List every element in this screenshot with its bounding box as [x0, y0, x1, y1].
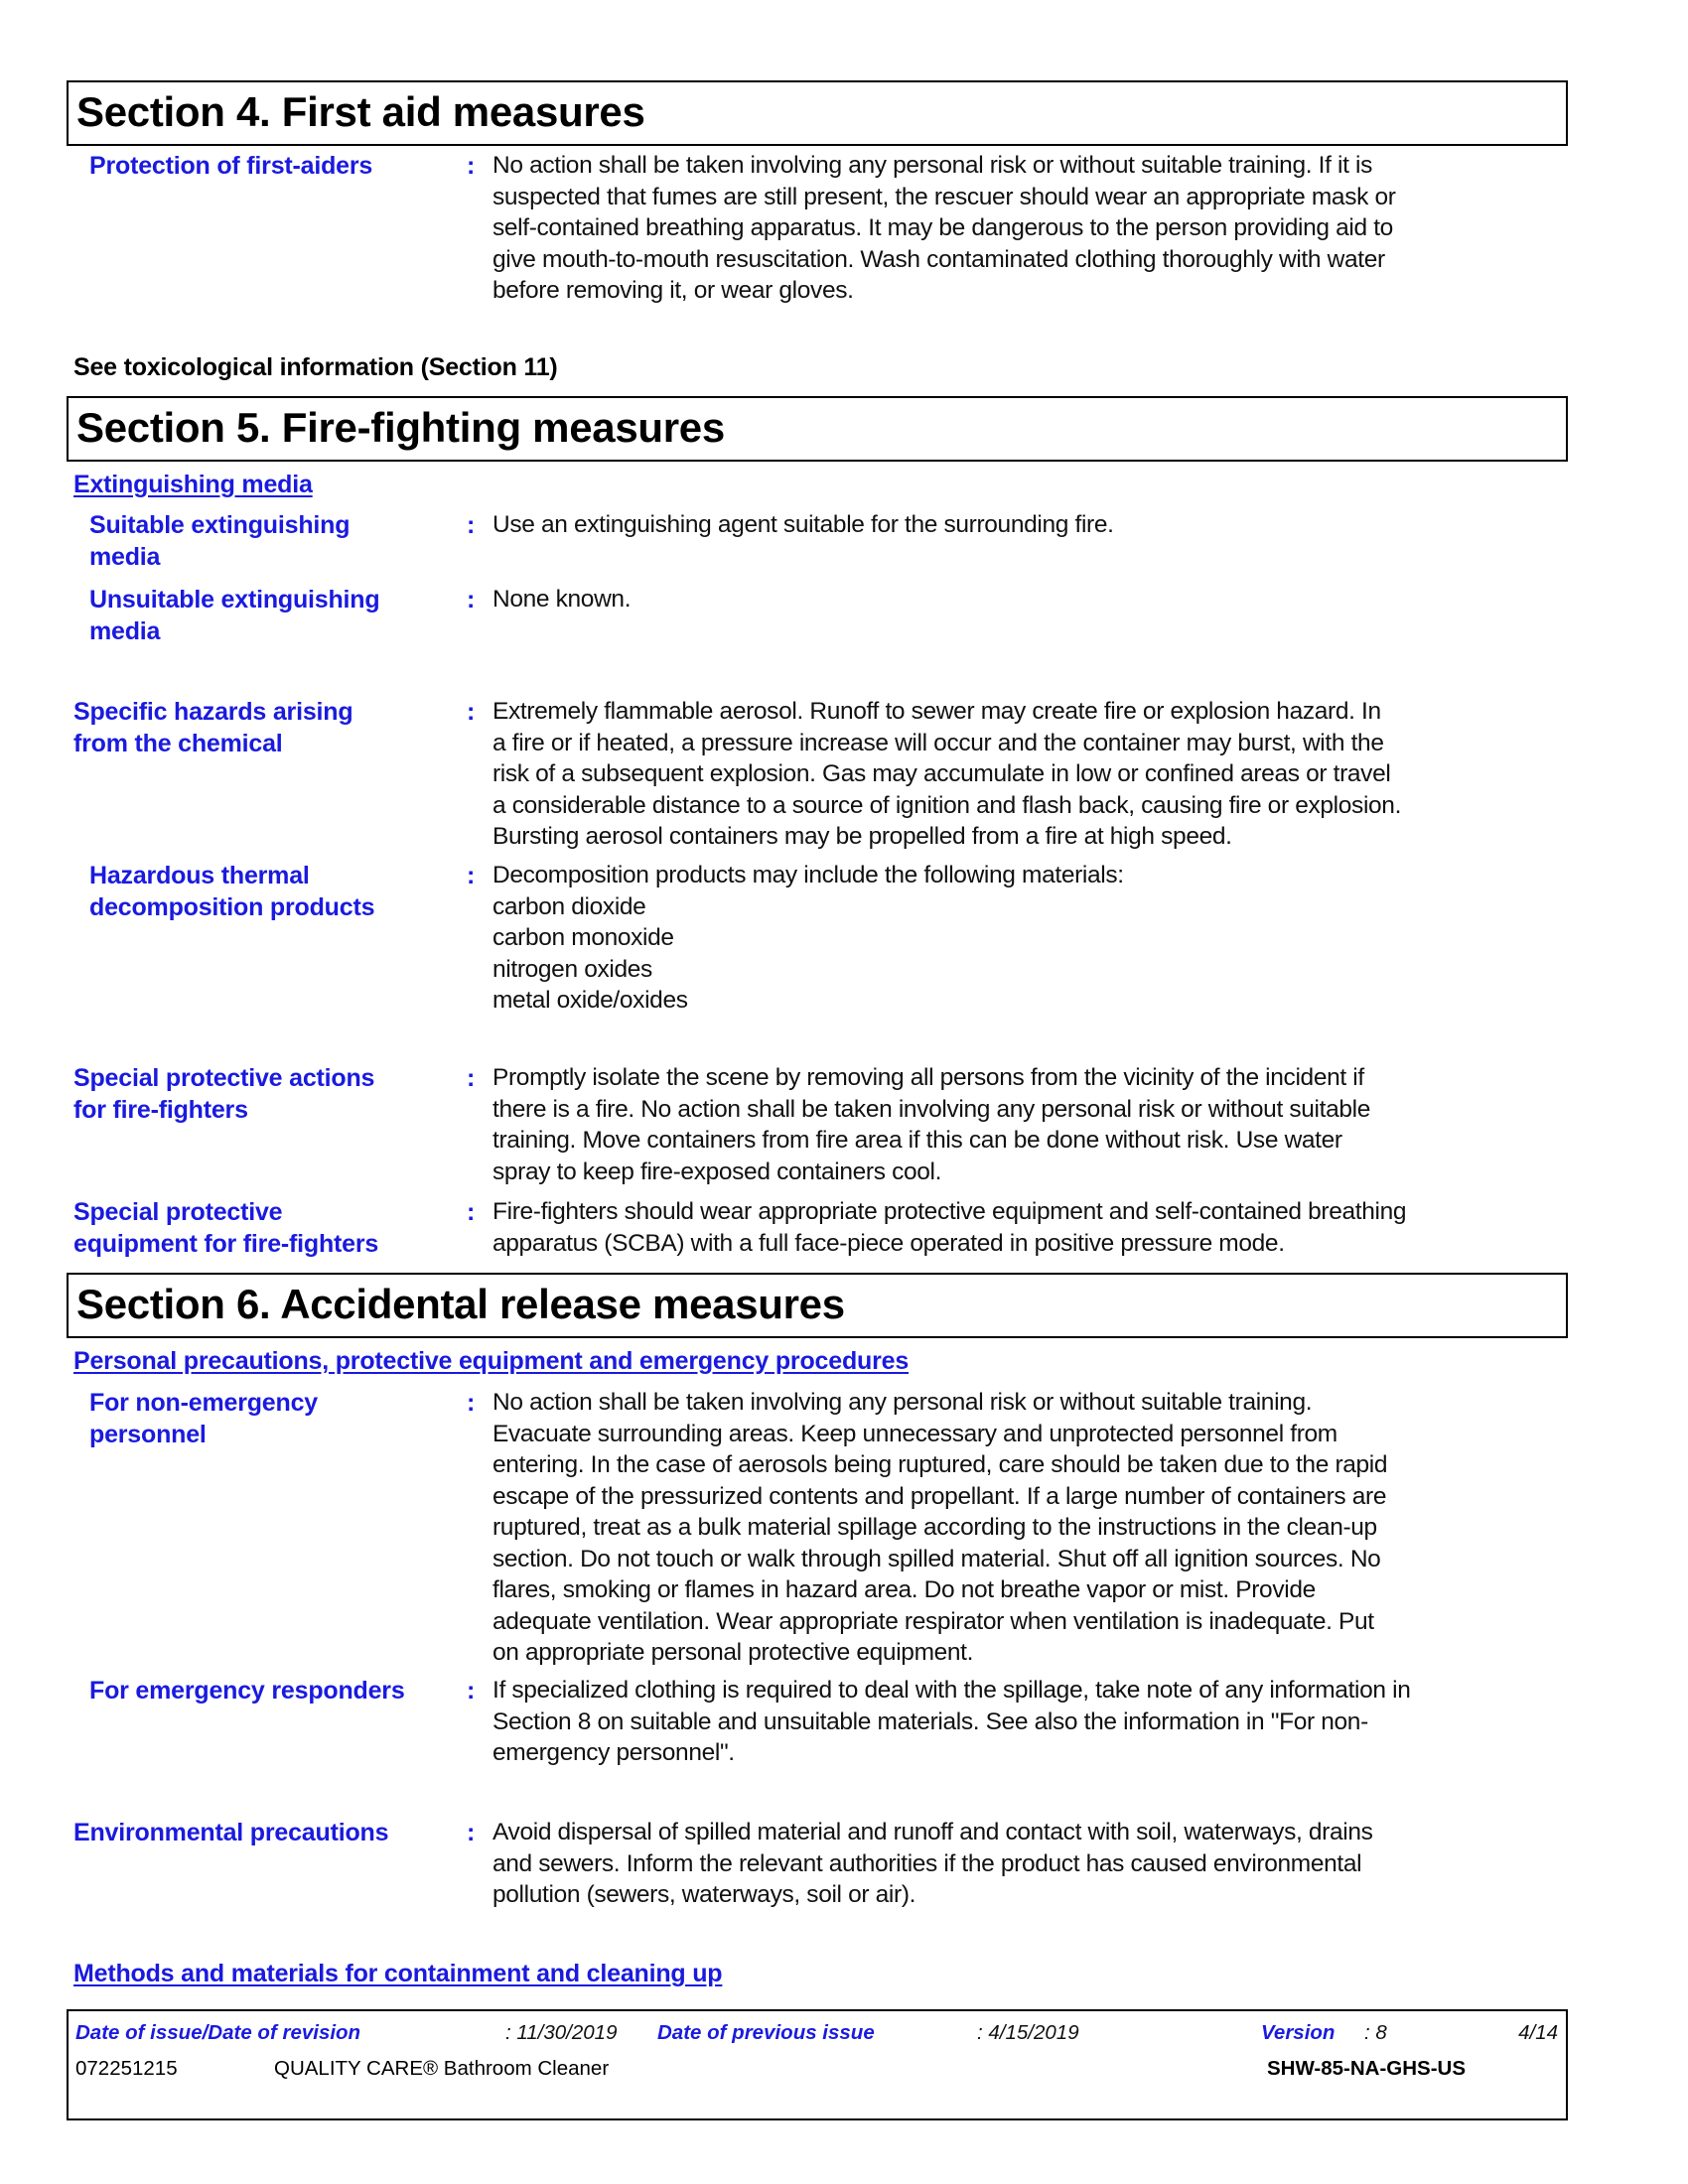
date-of-issue-value: : 11/30/2019 — [505, 2021, 618, 2044]
colon-separator: : — [467, 698, 476, 726]
value-line: flares, smoking or flames in hazard area. Do not breathe vapor or mist. Provide — [492, 1576, 1316, 1603]
label-line: Protection of first-aiders — [89, 152, 373, 180]
value-line: nitrogen oxides — [492, 955, 652, 983]
page-number: 4/14 — [1518, 2021, 1558, 2044]
label-line: Special protective actions — [73, 1064, 375, 1092]
label-line: personnel — [89, 1421, 207, 1448]
value-line: a fire or if heated, a pressure increase will occur and the container may burst, with the — [492, 729, 1384, 756]
value-line: escape of the pressurized contents and propellant. If a large number of containers are — [492, 1482, 1387, 1510]
row-value — [492, 860, 1565, 1017]
row-value — [492, 696, 1565, 853]
extinguishing-media-subheading[interactable]: Extinguishing media — [73, 471, 313, 498]
row-value — [492, 1817, 1565, 1911]
label-line: Environmental precautions — [73, 1819, 389, 1846]
colon-separator: : — [467, 1064, 476, 1092]
row-value — [492, 1062, 1565, 1187]
value-line: section. Do not touch or walk through spilled material. Shut off all ignition sources. No — [492, 1545, 1381, 1572]
row-value — [492, 509, 1565, 541]
value-line: No action shall be taken involving any personal risk or without suitable training. — [492, 1389, 1313, 1416]
label-line: equipment for fire-fighters — [73, 1230, 379, 1258]
row-label — [73, 1062, 374, 1126]
value-line: No action shall be taken involving any personal risk or without suitable training. If it is — [492, 152, 1373, 179]
section-4-header — [67, 80, 1568, 146]
value-line: Use an extinguishing agent suitable for the surrounding fire. — [492, 511, 1114, 538]
value-line: give mouth-to-mouth resuscitation. Wash contaminated clothing thoroughly with water — [492, 245, 1385, 273]
value-line: Avoid dispersal of spilled material and runoff and contact with soil, waterways, drains — [492, 1819, 1373, 1845]
row-value — [492, 150, 1565, 307]
colon-separator: : — [467, 1198, 476, 1226]
section-6-title: Section 6. Accidental release measures — [76, 1281, 845, 1327]
value-line: ruptured, treat as a bulk material spillage according to the instructions in the clean-up — [492, 1514, 1377, 1541]
value-line: adequate ventilation. Wear appropriate respirator when ventilation is inadequate. Put — [492, 1607, 1374, 1635]
value-line: apparatus (SCBA) with a full face-piece operated in positive pressure mode. — [492, 1229, 1285, 1257]
label-line: For non-emergency — [89, 1389, 318, 1417]
row-label — [73, 1196, 378, 1260]
row-value — [492, 1675, 1565, 1769]
label-line: Suitable extinguishing — [89, 511, 351, 539]
row-label — [89, 1675, 405, 1706]
label-line: Special protective — [73, 1198, 283, 1226]
value-line: before removing it, or wear gloves. — [492, 277, 854, 304]
value-line: None known. — [492, 586, 632, 613]
value-line: carbon dioxide — [492, 892, 646, 920]
version-label: Version — [1261, 2021, 1336, 2044]
value-line: suspected that fumes are still present, the rescuer should wear an appropriate mask or — [492, 183, 1396, 210]
row-label — [89, 860, 374, 923]
label-line: Hazardous thermal — [89, 862, 310, 889]
section-5-title: Section 5. Fire-fighting measures — [76, 404, 725, 451]
label-line: For emergency responders — [89, 1677, 405, 1705]
row-value — [492, 1387, 1565, 1669]
date-of-previous-issue-value: : 4/15/2019 — [977, 2021, 1079, 2044]
value-line: metal oxide/oxides — [492, 987, 688, 1014]
value-line: and sewers. Inform the relevant authorities if the product has caused environmental — [492, 1849, 1362, 1877]
label-line: from the chemical — [73, 730, 283, 757]
value-line: self-contained breathing apparatus. It may be dangerous to the person providing aid to — [492, 214, 1393, 241]
row-label — [73, 1817, 388, 1848]
row-label — [89, 150, 372, 182]
containment-methods-subheading[interactable]: Methods and materials for containment and cleaning up — [73, 1960, 723, 1987]
colon-separator: : — [467, 152, 476, 180]
label-line: Unsuitable extinguishing — [89, 586, 380, 614]
value-line: emergency personnel". — [492, 1739, 735, 1766]
colon-separator: : — [467, 1389, 476, 1417]
document-code: SHW-85-NA-GHS-US — [1267, 2057, 1467, 2080]
value-line: pollution (sewers, waterways, soil or air). — [492, 1881, 916, 1908]
section-4-title: Section 4. First aid measures — [76, 88, 645, 135]
value-line: a considerable distance to a source of ignition and flash back, causing fire or explosion. — [492, 791, 1402, 819]
value-line: Decomposition products may include the following materials: — [492, 862, 1124, 888]
value-line: entering. In the case of aerosols being ruptured, care should be taken due to the rapid — [492, 1451, 1388, 1478]
row-label — [89, 584, 379, 647]
row-value — [492, 584, 1565, 615]
value-line: spray to keep fire-exposed containers cool. — [492, 1158, 942, 1185]
date-of-previous-issue-label: Date of previous issue — [657, 2021, 875, 2044]
label-line: Specific hazards arising — [73, 698, 353, 726]
colon-separator: : — [467, 586, 476, 614]
toxicological-info-note: See toxicological information (Section 11) — [73, 353, 558, 381]
product-code: 072251215 — [75, 2057, 178, 2080]
section-5-header — [67, 396, 1568, 462]
value-line: there is a fire. No action shall be taken involving any personal risk or without suitable — [492, 1095, 1370, 1123]
colon-separator: : — [467, 511, 476, 539]
value-line: training. Move containers from fire area if this can be done without risk. Use water — [492, 1127, 1342, 1154]
page-footer — [67, 2009, 1568, 2120]
value-line: Extremely flammable aerosol. Runoff to sewer may create fire or explosion hazard. In — [492, 698, 1381, 725]
row-value — [492, 1196, 1565, 1259]
label-line: decomposition products — [89, 893, 375, 921]
value-line: Section 8 on suitable and unsuitable materials. See also the information in "For non- — [492, 1707, 1368, 1735]
value-line: Fire-fighters should wear appropriate protective equipment and self-contained breathing — [492, 1198, 1407, 1225]
value-line: Promptly isolate the scene by removing all persons from the vicinity of the incident if — [492, 1064, 1364, 1091]
value-line: Bursting aerosol containers may be propelled from a fire at high speed. — [492, 823, 1232, 850]
value-line: risk of a subsequent explosion. Gas may accumulate in low or confined areas or travel — [492, 760, 1391, 787]
date-of-issue-label: Date of issue/Date of revision — [75, 2021, 361, 2044]
product-name: QUALITY CARE® Bathroom Cleaner — [274, 2057, 610, 2080]
value-line: on appropriate personal protective equipment. — [492, 1639, 974, 1666]
value-line: carbon monoxide — [492, 924, 674, 951]
colon-separator: : — [467, 1677, 476, 1705]
value-line: Evacuate surrounding areas. Keep unnecessary and unprotected personnel from — [492, 1420, 1337, 1447]
colon-separator: : — [467, 1819, 476, 1846]
row-label — [89, 509, 350, 573]
row-label — [73, 696, 352, 759]
label-line: media — [89, 617, 161, 645]
row-label — [89, 1387, 318, 1450]
label-line: for fire-fighters — [73, 1096, 248, 1124]
personal-precautions-subheading[interactable]: Personal precautions, protective equipment and emergency procedures — [73, 1347, 910, 1375]
value-line: If specialized clothing is required to deal with the spillage, take note of any information in — [492, 1677, 1411, 1704]
section-6-header — [67, 1273, 1568, 1338]
label-line: media — [89, 543, 161, 571]
colon-separator: : — [467, 862, 476, 889]
version-value: : 8 — [1364, 2021, 1387, 2044]
